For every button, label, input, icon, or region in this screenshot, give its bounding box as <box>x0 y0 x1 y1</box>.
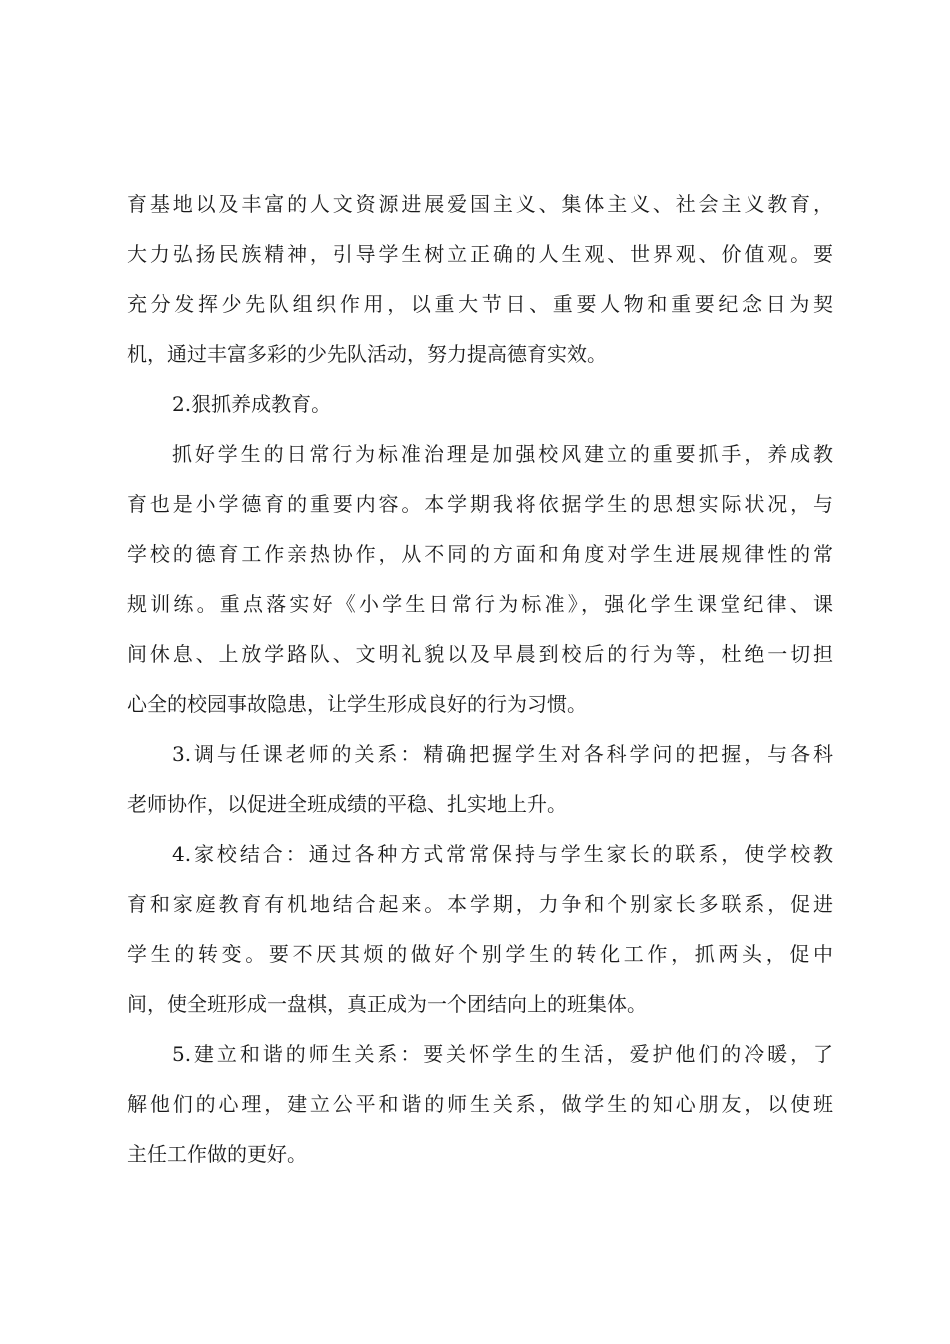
text-line: 5.建立和谐的师生关系：要关怀学生的生活，爱护他们的冷暖，了 <box>172 1042 833 1066</box>
text-line: 4.家校结合：通过各种方式常常保持与学生家长的联系，使学校教 <box>172 842 833 866</box>
text-line: 育也是小学德育的重要内容。本学期我将依据学生的思想实际状况，与 <box>127 492 833 516</box>
text-line: 育和家庭教育有机地结合起来。本学期，力争和个别家长多联系，促进 <box>127 892 833 916</box>
text-line: 老师协作，以促进全班成绩的平稳、扎实地上升。 <box>127 792 567 816</box>
text-line: 主任工作做的更好。 <box>127 1142 307 1166</box>
text-line: 间休息、上放学路队、文明礼貌以及早晨到校后的行为等，杜绝一切担 <box>127 642 833 666</box>
text-line: 心全的校园事故隐患，让学生形成良好的行为习惯。 <box>127 692 587 716</box>
text-line: 学校的德育工作亲热协作，从不同的方面和角度对学生进展规律性的常 <box>127 542 833 566</box>
text-line: 学生的转变。要不厌其烦的做好个别学生的转化工作，抓两头，促中 <box>127 942 833 966</box>
text-line: 解他们的心理，建立公平和谐的师生关系，做学生的知心朋友，以使班 <box>127 1092 833 1116</box>
text-line: 充分发挥少先队组织作用，以重大节日、重要人物和重要纪念日为契 <box>127 292 833 316</box>
text-line: 间，使全班形成一盘棋，真正成为一个团结向上的班集体。 <box>127 992 647 1016</box>
text-line: 育基地以及丰富的人文资源进展爱国主义、集体主义、社会主义教育， <box>127 192 833 216</box>
text-line: 抓好学生的日常行为标准治理是加强校风建立的重要抓手，养成教 <box>172 442 833 466</box>
text-line: 规训练。重点落实好《小学生日常行为标准》，强化学生课堂纪律、课 <box>127 592 833 616</box>
section-heading: 2.狠抓养成教育。 <box>172 392 332 416</box>
text-line: 3.调与任课老师的关系：精确把握学生对各科学问的把握，与各科 <box>172 742 833 766</box>
text-line: 大力弘扬民族精神，引导学生树立正确的人生观、世界观、价值观。要 <box>127 242 833 266</box>
text-line: 机，通过丰富多彩的少先队活动，努力提高德育实效。 <box>127 342 607 366</box>
